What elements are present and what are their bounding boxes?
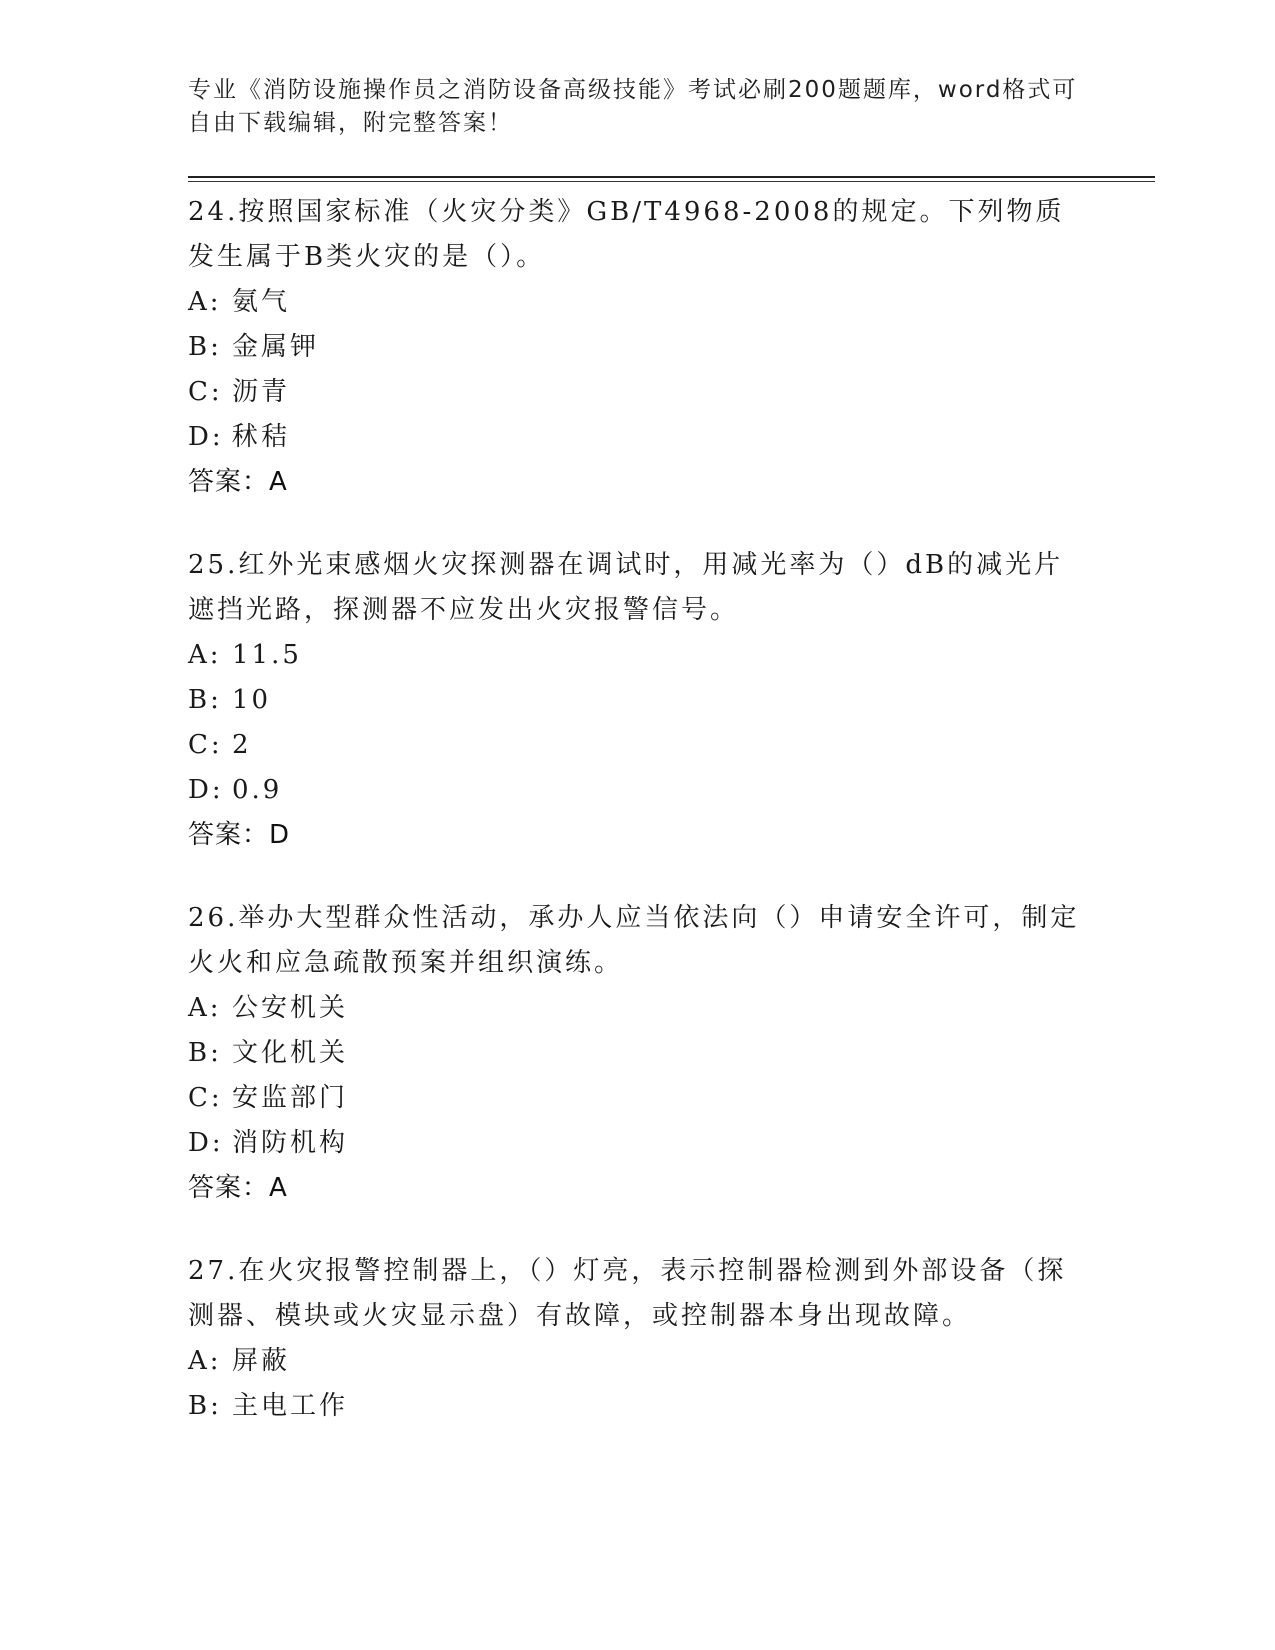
option-text: 10 bbox=[232, 685, 272, 715]
option-d bbox=[188, 1121, 1088, 1166]
option-letter: D: bbox=[188, 1128, 224, 1158]
option-text: 金属钾 bbox=[232, 332, 320, 362]
option-letter: A: bbox=[188, 287, 222, 317]
option-letter: A: bbox=[188, 993, 222, 1023]
option-letter: C: bbox=[188, 730, 223, 760]
option-b bbox=[188, 1031, 1088, 1076]
answer-label: 答案：A bbox=[188, 1173, 288, 1203]
option-letter: D: bbox=[188, 775, 224, 805]
option-text: 文化机关 bbox=[232, 1038, 349, 1068]
option-text: 秫秸 bbox=[232, 422, 291, 452]
question-26 bbox=[188, 896, 1088, 1211]
option-c bbox=[188, 1076, 1088, 1121]
question-24 bbox=[188, 190, 1088, 505]
option-letter: A: bbox=[188, 640, 222, 670]
question-text: 26.举办大型群众性活动，承办人应当依法向（）申请安全许可，制定火火和应急疏散预案并组织演练。 bbox=[188, 903, 1080, 978]
option-text: 11.5 bbox=[232, 640, 302, 670]
option-a bbox=[188, 1339, 1088, 1384]
question-text: 27.在火灾报警控制器上，（）灯亮，表示控制器检测到外部设备（探测器、模块或火灾显示盘）有故障，或控制器本身出现故障。 bbox=[188, 1256, 1067, 1331]
option-letter: B: bbox=[188, 1038, 222, 1068]
answer-label: 答案：D bbox=[188, 820, 291, 850]
option-text: 主电工作 bbox=[232, 1391, 349, 1421]
question-text: 24.按照国家标准（火灾分类》GB/T4968-2008的规定。下列物质发生属于B类火灾的是（）。 bbox=[188, 197, 1065, 272]
option-letter: D: bbox=[188, 422, 224, 452]
option-text: 0.9 bbox=[232, 775, 283, 805]
question-text: 25.红外光束感烟火灾探测器在调试时，用减光率为（）dB的减光片遮挡光路，探测器不应发出火灾报警信号。 bbox=[188, 550, 1064, 625]
option-c bbox=[188, 723, 1088, 768]
option-letter: B: bbox=[188, 332, 222, 362]
option-text: 消防机构 bbox=[232, 1128, 349, 1158]
document-header: 专业《消防设施操作员之消防设备高级技能》考试必刷200题题库，word格式可自由下载编辑，附完整答案！ bbox=[188, 77, 1078, 136]
option-a bbox=[188, 633, 1088, 678]
option-text: 2 bbox=[232, 730, 252, 760]
question-25 bbox=[188, 543, 1088, 858]
option-text: 氨气 bbox=[232, 287, 291, 317]
header-divider-thick bbox=[188, 176, 1155, 178]
header-divider-thin bbox=[188, 181, 1155, 182]
answer-label: 答案：A bbox=[188, 467, 288, 497]
option-text: 沥青 bbox=[232, 377, 291, 407]
option-letter: C: bbox=[188, 377, 223, 407]
option-a bbox=[188, 986, 1088, 1031]
option-text: 安监部门 bbox=[232, 1083, 349, 1113]
option-letter: B: bbox=[188, 685, 222, 715]
option-b bbox=[188, 325, 1088, 370]
option-text: 公安机关 bbox=[232, 993, 349, 1023]
option-letter: A: bbox=[188, 1346, 222, 1376]
option-d bbox=[188, 415, 1088, 460]
option-d bbox=[188, 768, 1088, 813]
option-letter: B: bbox=[188, 1391, 222, 1421]
option-b bbox=[188, 1384, 1088, 1429]
option-text: 屏蔽 bbox=[232, 1346, 291, 1376]
option-a bbox=[188, 280, 1088, 325]
option-c bbox=[188, 370, 1088, 415]
question-27 bbox=[188, 1249, 1088, 1429]
option-letter: C: bbox=[188, 1083, 223, 1113]
option-b bbox=[188, 678, 1088, 723]
question-list bbox=[188, 190, 1088, 1429]
